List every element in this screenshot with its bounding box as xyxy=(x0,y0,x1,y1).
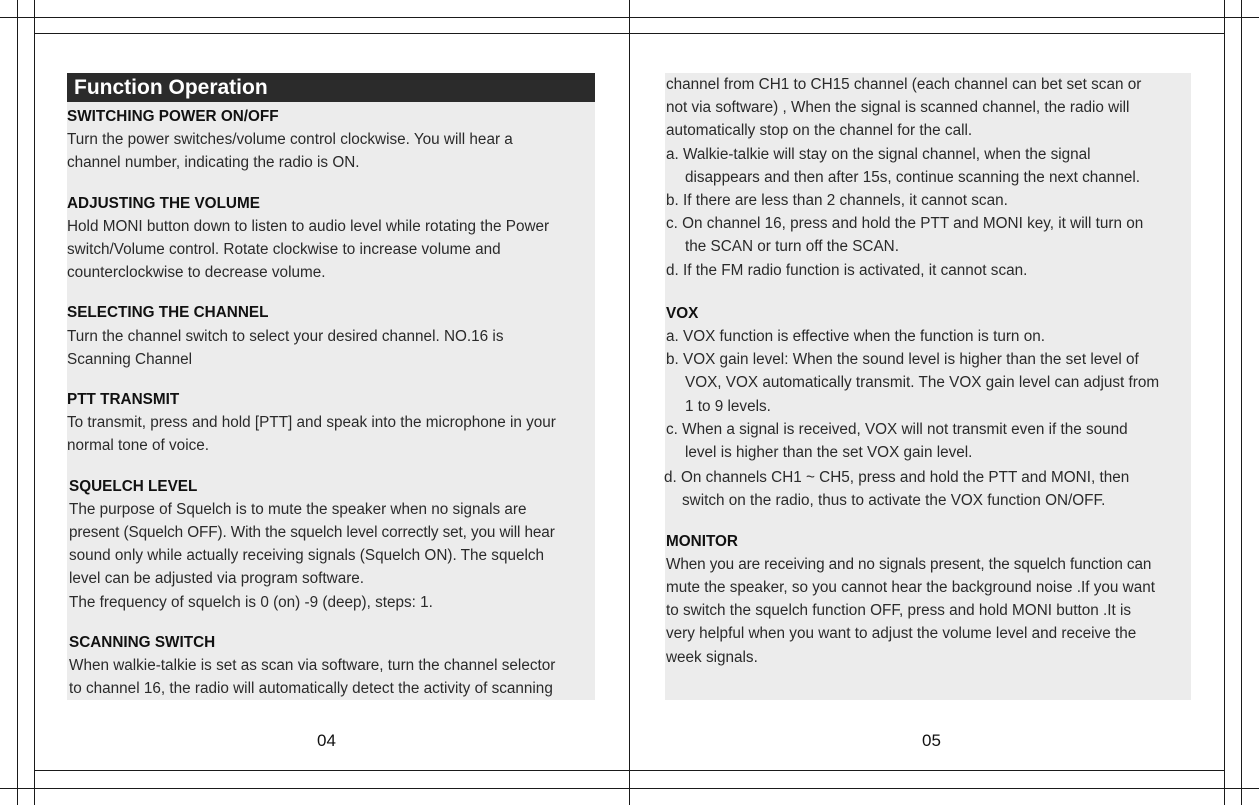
list-item xyxy=(666,259,1196,282)
text-line: When walkie-talkie is set as scan via software, turn the channel selector xyxy=(69,657,556,675)
list-item-line: d. On channels CH1 ~ CH5, press and hold the PTT and MONI, then xyxy=(664,469,1130,487)
text-line: level can be adjusted via program software. xyxy=(69,570,365,588)
text-line: counterclockwise to decrease volume. xyxy=(67,264,326,282)
section-scanning xyxy=(67,631,599,701)
crop-line-fold xyxy=(629,0,630,805)
section-ptt xyxy=(67,388,599,458)
frame-bottom xyxy=(34,770,1225,771)
text-line: Turn the power switches/volume control clockwise. You will hear a xyxy=(67,131,513,149)
list-item-line: disappears and then after 15s, continue scanning the next channel. xyxy=(685,168,1140,186)
scan-list xyxy=(666,143,1196,282)
text-line: mute the speaker, so you cannot hear the background noise .If you want xyxy=(666,579,1155,597)
section-monitor xyxy=(666,530,1196,669)
frame-left xyxy=(34,0,35,805)
text-line: When you are receiving and no signals present, the squelch function can xyxy=(666,555,1152,573)
list-item-line: switch on the radio, thus to activate the VOX function ON/OFF. xyxy=(682,492,1106,510)
section-channel xyxy=(67,301,599,371)
list-item-line: 1 to 9 levels. xyxy=(685,397,771,415)
list-item-line: c. When a signal is received, VOX will not transmit even if the sound xyxy=(666,420,1128,438)
crop-line-left xyxy=(17,0,18,805)
list-item-line: c. On channel 16, press and hold the PTT and MONI key, it will turn on xyxy=(666,215,1144,233)
list-item-line: b. VOX gain level: When the sound level is higher than the set level of xyxy=(666,351,1139,369)
section-squelch xyxy=(67,475,599,614)
list-item-line: a. VOX function is effective when the function is turn on. xyxy=(666,328,1045,346)
section-heading: SQUELCH LEVEL xyxy=(69,477,198,495)
list-item-line: the SCAN or turn off the SCAN. xyxy=(685,238,899,256)
text-line: The purpose of Squelch is to mute the speaker when no signals are xyxy=(69,500,527,518)
list-item-line: level is higher than the set VOX gain level. xyxy=(685,444,973,462)
text-line: Turn the channel switch to select your desired channel. NO.16 is xyxy=(67,327,504,345)
text-line: automatically stop on the channel for the call. xyxy=(666,122,973,140)
section-heading: SWITCHING POWER ON/OFF xyxy=(67,108,279,125)
section-heading: MONITOR xyxy=(666,532,738,550)
text-line: channel number, indicating the radio is ON. xyxy=(67,154,360,172)
section-volume xyxy=(67,192,599,285)
text-line: Hold MONI button down to listen to audio level while rotating the Power xyxy=(67,217,550,235)
list-item-line: a. Walkie-talkie will stay on the signal channel, when the signal xyxy=(666,145,1091,163)
text-line: Scanning Channel xyxy=(67,350,193,368)
section-heading: SELECTING THE CHANNEL xyxy=(67,304,269,322)
text-line: very helpful when you want to adjust the volume level and receive the xyxy=(666,625,1137,643)
section-vox xyxy=(666,302,1196,513)
text-line: The frequency of squelch is 0 (on) -9 (deep), steps: 1. xyxy=(69,593,433,611)
list-item-line: b. If there are less than 2 channels, it cannot scan. xyxy=(666,192,1008,210)
text-line: channel from CH1 to CH15 channel (each channel can bet set scan or xyxy=(666,76,1142,93)
crop-line-right xyxy=(1241,0,1242,805)
page-title: Function Operation xyxy=(74,76,268,99)
section-heading: ADJUSTING THE VOLUME xyxy=(67,194,260,212)
text-line: normal tone of voice. xyxy=(67,437,209,455)
section-power xyxy=(67,105,599,175)
section-title-bar xyxy=(67,73,595,102)
list-item xyxy=(666,189,1196,212)
section-heading: SCANNING SWITCH xyxy=(69,633,216,651)
text-line: To transmit, press and hold [PTT] and speak into the microphone in your xyxy=(67,414,556,432)
list-item xyxy=(666,143,1196,189)
list-item-line: VOX, VOX automatically transmit. The VOX gain level can adjust from xyxy=(685,374,1160,392)
list-item xyxy=(666,212,1196,258)
page-number-right: 05 xyxy=(922,731,941,750)
text-line: switch/Volume control. Rotate clockwise to increase volume and xyxy=(67,241,501,259)
right-page-content xyxy=(666,73,1196,669)
text-line: not via software) , When the signal is scanned channel, the radio will xyxy=(666,99,1130,117)
text-line: to switch the squelch function OFF, press and hold MONI button .It is xyxy=(666,602,1132,620)
page-number-left: 04 xyxy=(317,731,336,750)
text-line: sound only while actually receiving signals (Squelch ON). The squelch xyxy=(69,547,545,565)
frame-top xyxy=(34,33,1225,34)
text-line: present (Squelch OFF). With the squelch level correctly set, you will hear xyxy=(69,524,555,542)
section-heading: VOX xyxy=(666,304,699,322)
section-heading: PTT TRANSMIT xyxy=(67,391,180,409)
text-line: week signals. xyxy=(666,648,758,666)
frame-right xyxy=(1224,0,1225,805)
list-item-line: d. If the FM radio function is activated, it cannot scan. xyxy=(666,261,1028,279)
text-line: to channel 16, the radio will automatically detect the activity of scanning xyxy=(69,680,553,698)
left-page-content xyxy=(67,105,599,700)
